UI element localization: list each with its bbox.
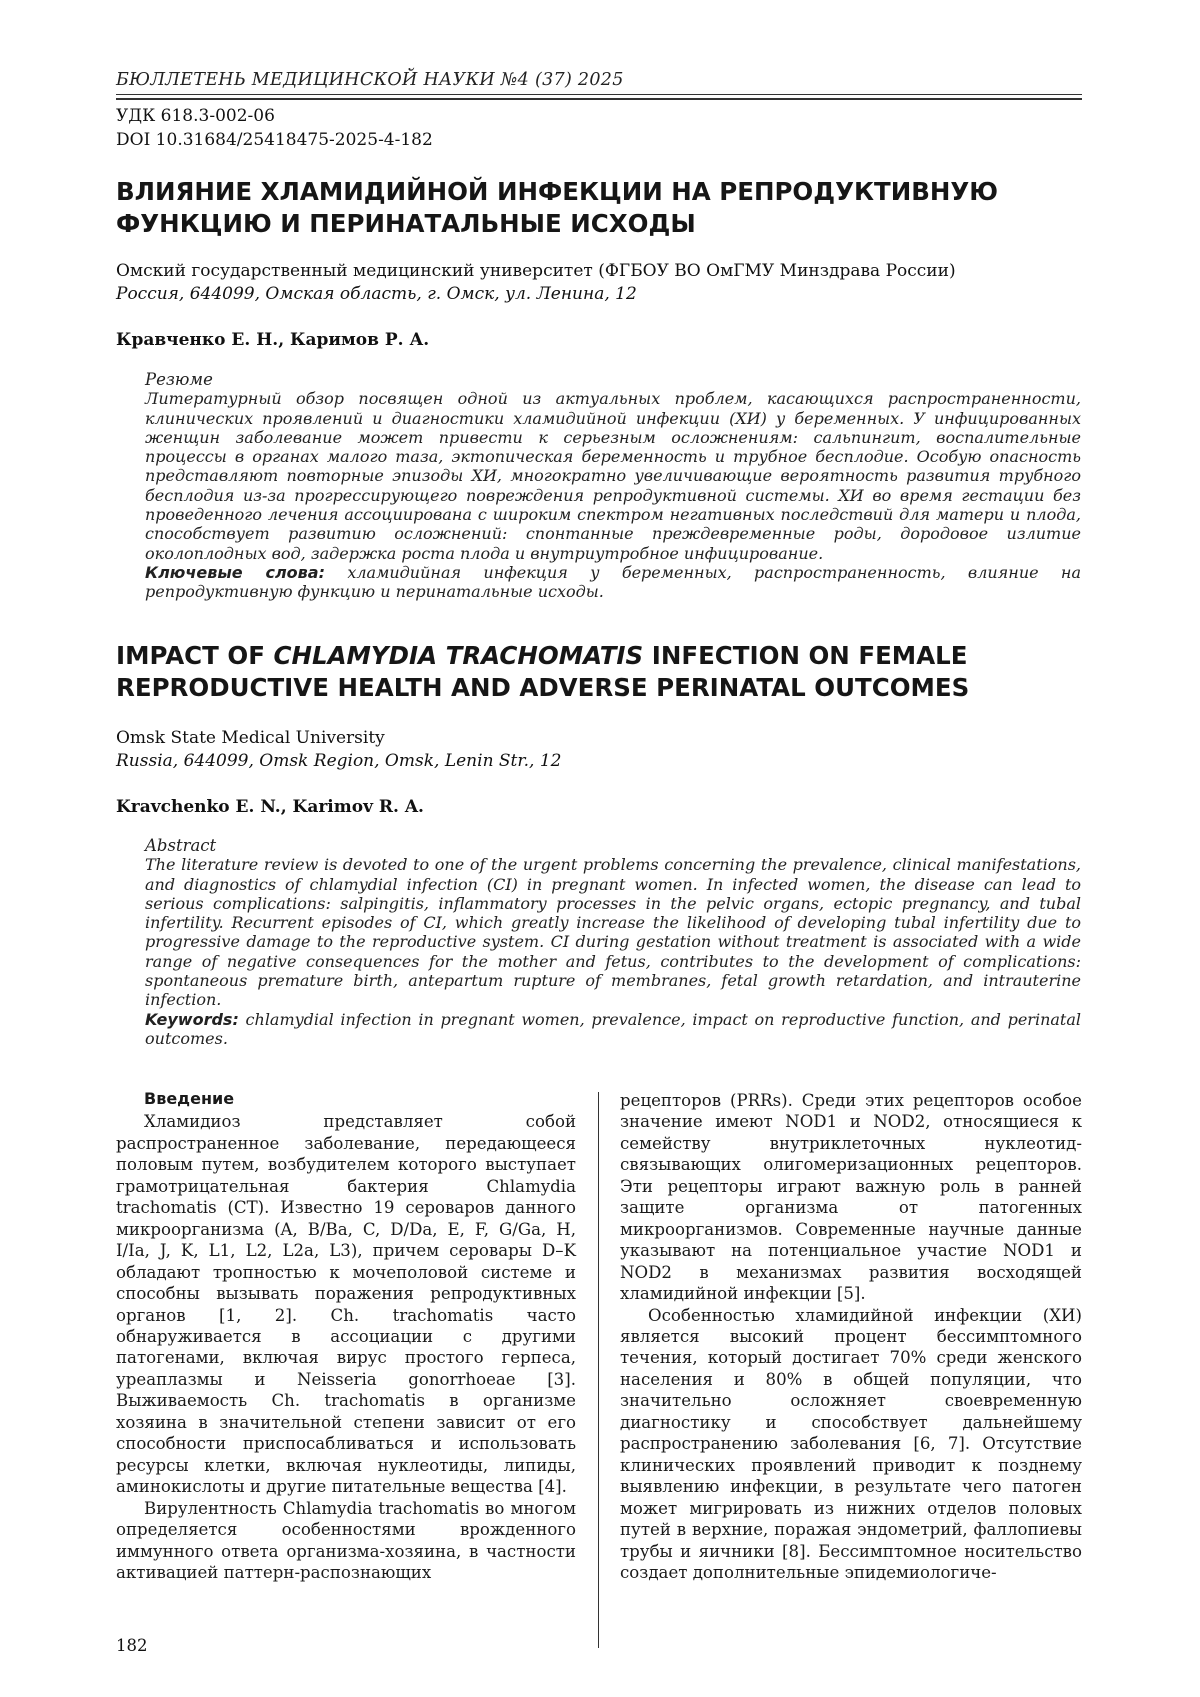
ru-authors: Кравченко Е. Н., Каримов Р. А. xyxy=(116,330,430,350)
ru-affiliation-block xyxy=(116,260,956,306)
en-address: Russia, 644099, Omsk Region, Omsk, Lenin Str., 12 xyxy=(116,751,562,771)
ru-abstract xyxy=(145,370,1081,602)
ru-title-line2: ФУНКЦИЮ И ПЕРИНАТАЛЬНЫЕ ИСХОДЫ xyxy=(116,209,696,238)
ru-keywords-text: хламидийная инфекция у беременных, распространенность, влияние на репродуктивную функцию и перинатальные исходы. xyxy=(145,562,1082,602)
en-title-italic: CHLAMYDIA TRACHOMATIS xyxy=(273,641,644,670)
header-rule xyxy=(116,94,1082,95)
en-authors: Kravchenko E. N., Karimov R. A. xyxy=(116,797,424,817)
body-paragraph: Вирулентность Chlamydia trachomatis во многом определяется особенностями врожденного иммунного ответа организма-хозяина, в частности активацией паттерн-распознающих xyxy=(116,1498,576,1582)
page-number: 182 xyxy=(116,1636,148,1655)
header-rule-thick xyxy=(116,98,1082,100)
ru-title xyxy=(116,176,1096,240)
ru-abstract-heading: Резюме xyxy=(145,370,213,389)
ru-title-line1: ВЛИЯНИЕ ХЛАМИДИЙНОЙ ИНФЕКЦИИ НА РЕПРОДУКТИВНУЮ xyxy=(116,177,999,206)
en-title-line2: REPRODUCTIVE HEALTH AND ADVERSE PERINATAL OUTCOMES xyxy=(116,673,970,702)
en-abstract xyxy=(145,836,1081,1048)
section-heading-introduction: Введение xyxy=(144,1089,235,1108)
journal-header: БЮЛЛЕТЕНЬ МЕДИЦИНСКОЙ НАУКИ №4 (37) 2025 xyxy=(116,70,624,90)
body-paragraph: рецепторов (PRRs). Среди этих рецепторов особое значение имеют NOD1 и NOD2, относящиеся к семейству внутриклеточных нуклеотид-связывающих олигомеризационных рецепторов. Эти рецепторы играют важную роль в ранней защите организма от патогенных микроорганизмов. Современные научные данные указывают на потенциальное участие NOD1 и NOD2 в механизмах развития восходящей хламидийной инфекции [5]. xyxy=(620,1091,1082,1304)
doi: DOI 10.31684/25418475-2025-4-182 xyxy=(116,130,433,150)
en-keywords-label: Keywords: xyxy=(145,1009,239,1029)
en-affiliation-block xyxy=(116,727,562,773)
ru-keywords-label: Ключевые слова: xyxy=(145,562,325,582)
en-abstract-heading: Abstract xyxy=(145,836,217,855)
body-left-column xyxy=(116,1088,576,1583)
body-paragraph: Хламидиоз представляет собой распространенное заболевание, передающееся половым путем, возбудителем которого выступает грамотрицательная бактерия Chlamydia trachomatis (CT). Известно 19 сероваров данного микроорганизма (A, B/Ba, C, D/Da, E, F, G/Ga, H, I/Ia, J, K, L1, L2, L2a, L3), причем серовары D–K обладают тропностью к мочеполовой системе и способны вызывать поражения репродуктивных органов [1, 2]. Ch. trachomatis часто обнаруживается в ассоциации с другими патогенами, включая вирус простого герпеса, уреаплазмы и Neisseria gonorrhoeae [3]. Выживаемость Ch. trachomatis в организме хозяина в значительной степени зависит от его способности приспосабливаться и использовать ресурсы клетки, включая нуклеотиды, липиды, аминокислоты и другие питательные вещества [4]. xyxy=(116,1112,576,1497)
en-keywords-text: chlamydial infection in pregnant women, prevalence, impact on reproductive function, and perinatal outcomes. xyxy=(145,1009,1082,1048)
en-title xyxy=(116,640,1096,704)
ru-abstract-text: Литературный обзор посвящен одной из актуальных проблем, касающихся распространенности, клинических проявлений и диагностики хламидийной инфекции (ХИ) у беременных. У инфицированных женщин заболевание может привести к серьезным осложнениям: сальпингит, воспалительные процессы в органах малого таза, эктопическая беременность и трубное бесплодие. Особую опасность представляют повторные эпизоды ХИ, многократно увеличивающие вероятность развития трубного бесплодия из-за прогрессирующего повреждения репродуктивной системы. ХИ во время гестации без проведенного лечения ассоциирована с широким спектром негативных последствий для матери и плода, способствует развитию осложнений: спонтанные преждевременные роды, дородовое излитие околоплодных вод, задержка роста плода и внутриутробное инфицирование. xyxy=(145,389,1081,563)
ru-address: Россия, 644099, Омская область, г. Омск, ул. Ленина, 12 xyxy=(116,284,637,304)
ru-affiliation: Омский государственный медицинский университет (ФГБОУ ВО ОмГМУ Минздрава России) xyxy=(116,261,956,281)
en-title-post: INFECTION ON FEMALE xyxy=(643,641,968,670)
en-abstract-text: The literature review is devoted to one of the urgent problems concerning the prevalence, clinical manifestations, and diagnostics of chlamydial infection (CI) in pregnant women. In infected women, the disease can lead to serious complications: salpingitis, inflammatory processes in the pelvic organs, ectopic pregnancy, and tubal infertility. Recurrent episodes of CI, which greatly increase the likelihood of developing tubal infertility due to progressive damage to the reproductive system. CI during gestation without treatment is associated with a wide range of negative consequences for the mother and fetus, contributes to the development of complications: spontaneous premature birth, antepartum rupture of membranes, fetal growth retardation, and intrauterine infection. xyxy=(145,855,1081,1010)
column-divider xyxy=(598,1092,599,1648)
body-right-column xyxy=(620,1090,1082,1583)
en-title-pre: IMPACT OF xyxy=(116,641,274,670)
en-title-line1 xyxy=(116,640,1096,672)
body-paragraph: Особенностью хламидийной инфекции (ХИ) является высокий процент бессимптомного течения, который достигает 70% среди женского населения и 80% в общей популяции, что значительно осложняет своевременную диагностику и способствует дальнейшему распространению заболевания [6, 7]. Отсутствие клинических проявлений приводит к позднему выявлению инфекции, в результате чего патоген может мигрировать из нижних отделов половых путей в верхние, поражая эндометрий, фаллопиевы трубы и яичники [8]. Бессимптомное носительство создает дополнительные эпидемиологиче- xyxy=(620,1305,1082,1582)
udc-code: УДК 618.3-002-06 xyxy=(116,106,275,126)
en-affiliation: Omsk State Medical University xyxy=(116,728,385,748)
